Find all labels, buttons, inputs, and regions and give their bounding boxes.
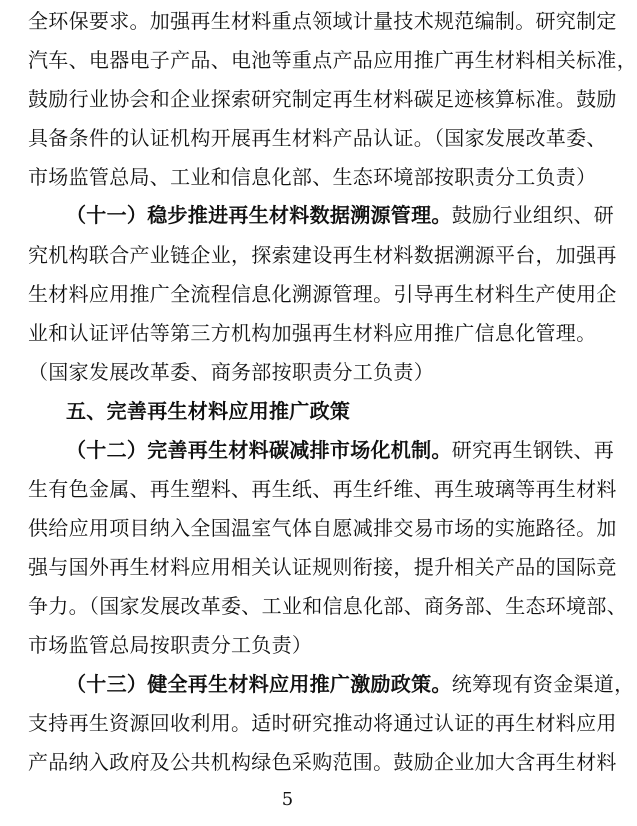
text-line: 产品纳入政府及公共机构绿色采购范围。鼓励企业加大含再生材料	[28, 750, 617, 774]
paragraph-12-title: （十二）完善再生材料碳减排市场化机制。	[66, 438, 452, 462]
text-line: （国家发展改革委、商务部按职责分工负责）	[28, 360, 434, 384]
paragraph-11-title: （十一）稳步推进再生材料数据溯源管理。	[66, 203, 452, 227]
text-line: 鼓励行业协会和企业探索研究制定再生材料碳足迹核算标准。鼓励	[28, 87, 617, 111]
paragraph-13-first-line	[66, 669, 635, 699]
text-line: 汽车、电器电子产品、电池等重点产品应用推广再生材料相关标准，	[28, 48, 637, 72]
text-line: 生材料应用推广全流程信息化溯源管理。引导再生材料生产使用企	[28, 282, 617, 306]
text-line: 究机构联合产业链企业，探索建设再生材料数据溯源平台，加强再	[28, 243, 617, 267]
text-line: 市场监管总局、工业和信息化部、生态环境部按职责分工负责）	[28, 165, 597, 189]
text-line: 全环保要求。加强再生材料重点领域计量技术规范编制。研究制定	[28, 9, 617, 33]
paragraph-11-first-line	[66, 200, 615, 230]
section-heading: 五、完善再生材料应用推广政策	[66, 399, 351, 423]
text-line: 供给应用项目纳入全国温室气体自愿减排交易市场的实施路径。加	[28, 516, 617, 540]
paragraph-12-first-line	[66, 435, 615, 465]
text-line: 市场监管总局按职责分工负责）	[28, 633, 313, 657]
paragraph-11-text: 鼓励行业组织、研	[451, 203, 615, 227]
text-line: 支持再生资源回收利用。适时研究推动将通过认证的再生材料应用	[28, 711, 617, 735]
page-number: 5	[281, 789, 294, 810]
text-line: 强与国外再生材料应用相关认证规则衔接，提升相关产品的国际竞	[28, 555, 617, 579]
paragraph-13-text: 统筹现有资金渠道，	[451, 672, 635, 696]
text-line: 生有色金属、再生塑料、再生纸、再生纤维、再生玻璃等再生材料	[28, 477, 617, 501]
paragraph-13-title: （十三）健全再生材料应用推广激励政策。	[66, 672, 452, 696]
text-line: 业和认证评估等第三方机构加强再生材料应用推广信息化管理。	[28, 321, 597, 345]
text-line: 争力。（国家发展改革委、工业和信息化部、商务部、生态环境部、	[28, 594, 627, 618]
paragraph-12-text: 研究再生钢铁、再	[451, 438, 615, 462]
text-line: 具备条件的认证机构开展再生材料产品认证。（国家发展改革委、	[28, 126, 607, 150]
